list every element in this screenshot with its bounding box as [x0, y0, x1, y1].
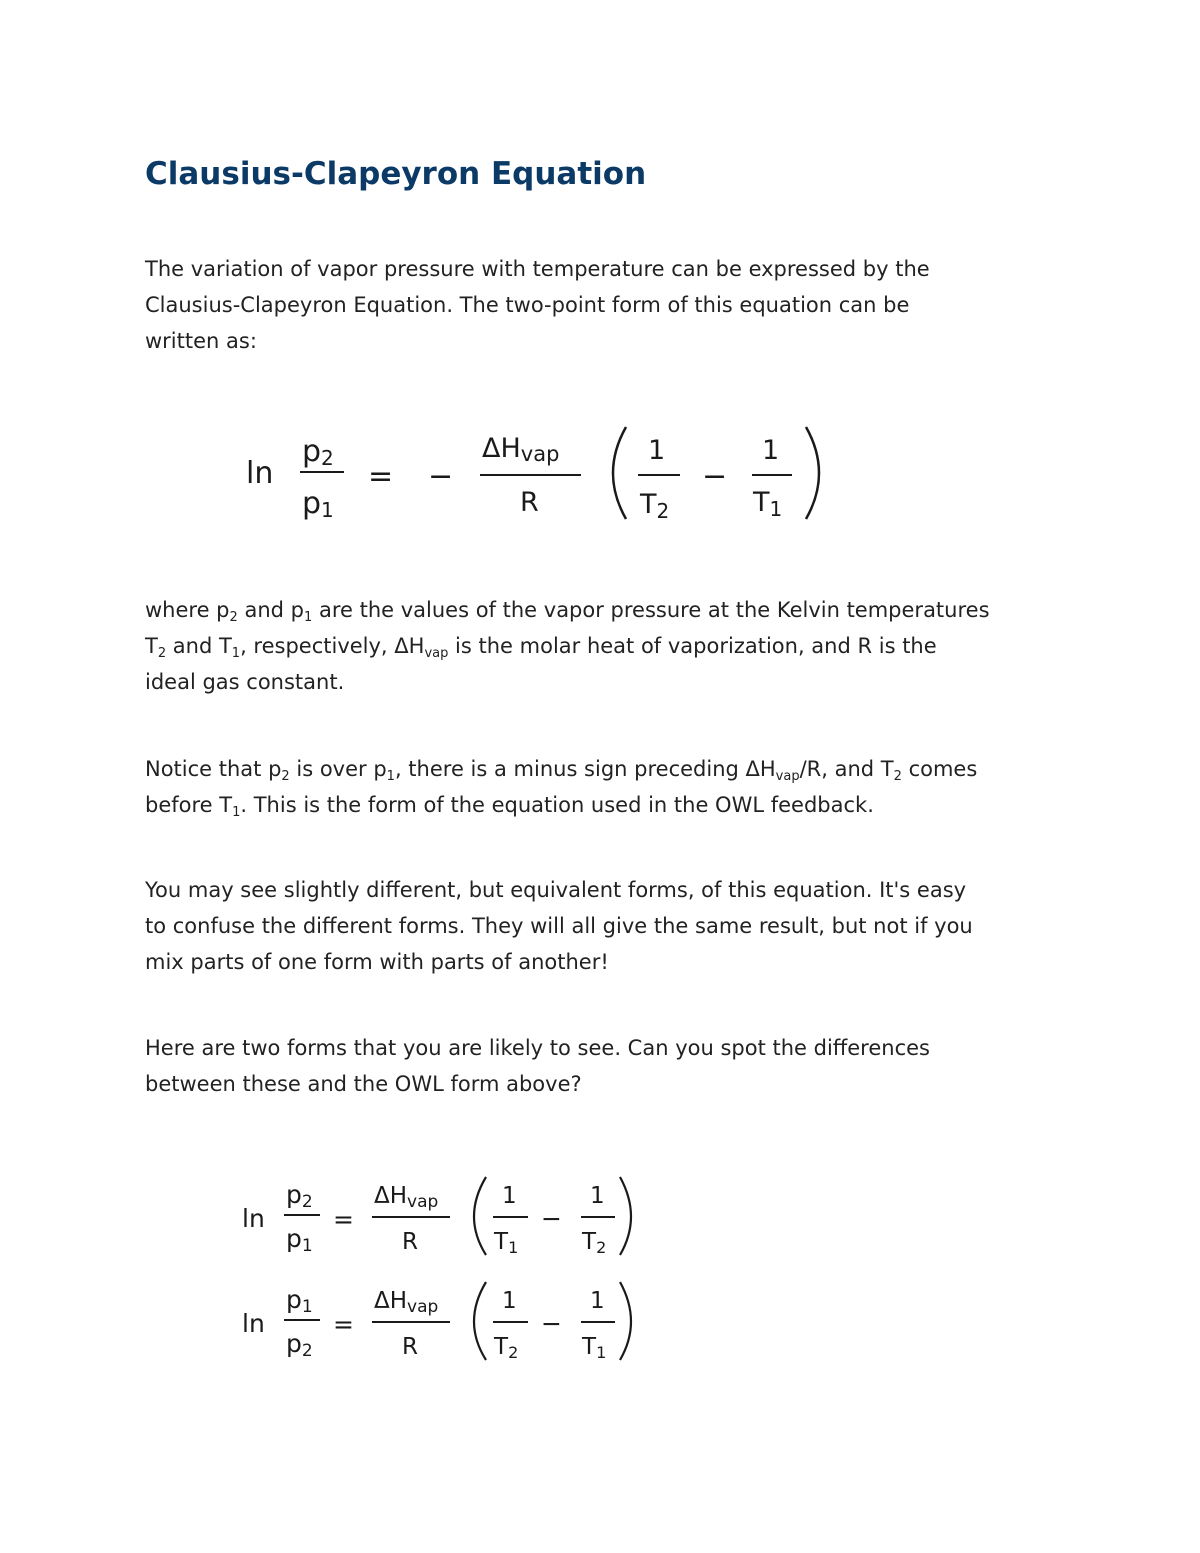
forms-line-3: mix parts of one form with parts of another!: [145, 950, 609, 974]
where-sub-d: 2: [157, 646, 167, 661]
intro-line-3: written as:: [145, 329, 257, 353]
where-text-e: and T: [166, 634, 232, 658]
eq-numerator-sub: 2: [321, 446, 334, 470]
alt1-num-sub: 2: [301, 1192, 313, 1212]
intro-line-2: Clausius-Clapeyron Equation. The two-point form of this equation can be: [145, 293, 910, 317]
notice-text-a: Notice that p: [145, 757, 282, 781]
eq-minus-inner: −: [702, 459, 728, 494]
alt2-T1: T: [582, 1334, 597, 1360]
eq-T2-sub: 2: [656, 499, 670, 523]
alt1-R: R: [402, 1229, 418, 1255]
notice-sub-f: 1: [232, 805, 241, 820]
alt1-T1: T: [494, 1229, 509, 1255]
where-sub-e: 1: [231, 646, 241, 661]
alt2-R: R: [402, 1334, 418, 1360]
alt2-T1-sub: 1: [596, 1343, 607, 1362]
notice-sub-a: 2: [281, 769, 290, 784]
alt2-num-p: p: [286, 1285, 302, 1314]
alt2-equals: =: [333, 1310, 354, 1339]
svg-text:T2: [493, 1334, 518, 1362]
eq-denominator-sub: 1: [321, 498, 334, 522]
page-title: Clausius-Clapeyron Equation: [145, 156, 647, 192]
where-sub-f: vap: [424, 646, 449, 661]
where-sub-b: 1: [304, 610, 313, 625]
alt1-T2: T: [582, 1229, 597, 1255]
eq-R: R: [520, 487, 539, 518]
svg-text:ΔHvap: [482, 433, 559, 466]
where-text-h: ideal gas constant.: [145, 670, 345, 694]
here-paragraph: [145, 1030, 1075, 1102]
where-text-b: and p: [237, 598, 304, 622]
alt1-num-p: p: [286, 1180, 302, 1209]
where-text-c: are the values of the vapor pressure at the Kelvin temperatures: [312, 598, 990, 622]
alt1-ln: ln: [242, 1204, 265, 1233]
eq-T1: T: [753, 487, 770, 518]
alt2-left-paren: [474, 1282, 486, 1360]
where-text-d: T: [145, 634, 158, 658]
alt2-den-sub: 2: [301, 1341, 313, 1361]
alt1-minus: −: [541, 1204, 562, 1233]
alt-equation-2: [238, 1280, 648, 1365]
notice-text-e: comes: [901, 757, 978, 781]
where-sub-a: 2: [229, 610, 238, 625]
eq-one-b: 1: [762, 435, 780, 466]
svg-text:T2: [639, 489, 669, 523]
svg-text:p1: [286, 1285, 313, 1317]
svg-text:T1: [493, 1229, 518, 1257]
notice-text-b: is over p: [289, 757, 387, 781]
svg-text:T1: [752, 487, 782, 521]
forms-line-2: to confuse the different forms. They will all give the same result, but not if you: [145, 914, 973, 938]
alt1-T2-sub: 2: [596, 1238, 607, 1257]
svg-text:T2: [581, 1229, 606, 1257]
svg-text:p2: [302, 434, 334, 470]
alt2-T2: T: [494, 1334, 509, 1360]
alt2-one-a: 1: [502, 1288, 517, 1314]
alt1-T1-sub: 1: [508, 1238, 519, 1257]
eq-T1-sub: 1: [769, 497, 783, 521]
eq-one-a: 1: [648, 435, 666, 466]
where-text-a: where p: [145, 598, 230, 622]
alt2-den-p: p: [286, 1329, 302, 1358]
svg-text:p1: [302, 486, 334, 522]
alt2-num-sub: 1: [301, 1297, 313, 1317]
svg-text:p2: [286, 1180, 313, 1212]
forms-line-1: You may see slightly different, but equivalent forms, of this equation. It's easy: [145, 878, 967, 902]
notice-text-c: , there is a minus sign preceding ΔH: [394, 757, 776, 781]
alt1-equals: =: [333, 1205, 354, 1234]
alt1-one-b: 1: [590, 1183, 605, 1209]
eq-ln: ln: [246, 456, 274, 491]
eq-denominator-p: p: [302, 486, 322, 521]
where-text-f: , respectively, ΔH: [240, 634, 425, 658]
here-line-2: between these and the OWL form above?: [145, 1072, 582, 1096]
alt1-right-paren: [620, 1177, 631, 1255]
main-equation: [240, 425, 840, 525]
eq-numerator-p: p: [302, 434, 322, 469]
eq-dh-sub: vap: [520, 442, 560, 466]
forms-paragraph: [145, 872, 1075, 980]
alt2-right-paren: [620, 1282, 631, 1360]
svg-text:ΔHvap: [374, 1288, 438, 1317]
alt2-dh-sub: vap: [407, 1297, 439, 1317]
alt1-den-p: p: [286, 1224, 302, 1253]
notice-sub-d: 2: [893, 769, 902, 784]
alt1-dh: ΔH: [374, 1183, 408, 1209]
svg-text:p2: [286, 1329, 313, 1361]
svg-text:p1: [286, 1224, 313, 1256]
alt2-T2-sub: 2: [508, 1343, 519, 1362]
alt1-dh-sub: vap: [407, 1192, 439, 1212]
here-line-1: Here are two forms that you are likely to see. Can you spot the differences: [145, 1036, 930, 1060]
eq-right-paren: [806, 427, 819, 519]
alt2-ln: ln: [242, 1309, 265, 1338]
notice-sub-c: vap: [775, 769, 800, 784]
alt1-one-a: 1: [502, 1183, 517, 1209]
alt2-dh: ΔH: [374, 1288, 408, 1314]
eq-dh: ΔH: [482, 433, 521, 464]
intro-paragraph: [145, 251, 1075, 359]
eq-equals: =: [368, 459, 394, 494]
notice-text-g: . This is the form of the equation used in the OWL feedback.: [240, 793, 874, 817]
notice-text-f: before T: [145, 793, 233, 817]
eq-minus: −: [428, 459, 454, 494]
where-paragraph: [145, 592, 1075, 700]
svg-text:T1: [581, 1334, 606, 1362]
svg-text:ΔHvap: [374, 1183, 438, 1212]
intro-line-1: The variation of vapor pressure with temperature can be expressed by the: [145, 257, 930, 281]
alt1-den-sub: 1: [301, 1236, 313, 1256]
where-text-g: is the molar heat of vaporization, and R is the: [448, 634, 937, 658]
notice-text-d: /R, and T: [799, 757, 894, 781]
notice-sub-b: 1: [386, 769, 395, 784]
notice-paragraph: [145, 751, 1075, 823]
alt-equation-1: [238, 1175, 648, 1260]
alt2-one-b: 1: [590, 1288, 605, 1314]
eq-left-paren: [613, 427, 626, 519]
alt1-left-paren: [474, 1177, 486, 1255]
eq-T2: T: [640, 489, 657, 520]
alt2-minus: −: [541, 1309, 562, 1338]
